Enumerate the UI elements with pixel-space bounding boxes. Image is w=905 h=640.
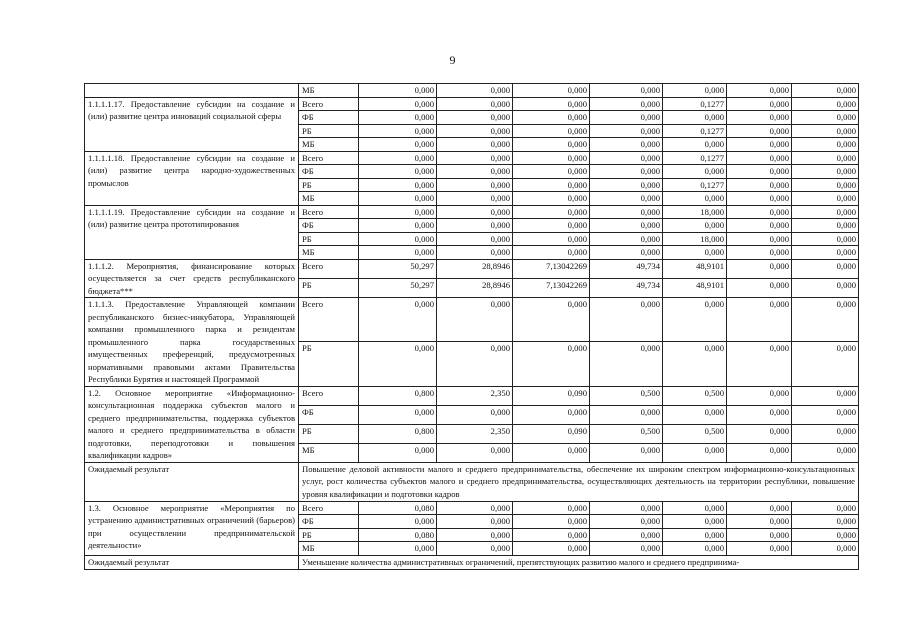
amount-cell: 0,000 bbox=[513, 84, 590, 98]
amount-cell: 0,000 bbox=[513, 178, 590, 192]
amount-cell: 0,000 bbox=[513, 298, 590, 342]
amount-cell: 0,000 bbox=[590, 246, 663, 260]
measure-description: 1.3. Основное мероприятие «Мероприятия по устранению административных ограничений (барьеров) при осуществлении предпринимательской деятельности» bbox=[85, 501, 299, 555]
amount-cell: 0,000 bbox=[359, 192, 437, 206]
funding-source: МБ bbox=[299, 84, 359, 98]
funding-source: Всего bbox=[299, 298, 359, 342]
amount-cell: 48,9101 bbox=[663, 259, 727, 278]
amount-cell: 0,000 bbox=[727, 165, 792, 179]
amount-cell: 0,000 bbox=[437, 192, 513, 206]
amount-cell: 0,000 bbox=[727, 246, 792, 260]
amount-cell: 0,000 bbox=[513, 205, 590, 219]
amount-cell: 0,000 bbox=[727, 542, 792, 556]
table-row bbox=[85, 259, 859, 278]
amount-cell: 0,000 bbox=[590, 342, 663, 386]
amount-cell: 0,000 bbox=[727, 424, 792, 443]
amount-cell: 0,000 bbox=[727, 192, 792, 206]
amount-cell: 0,000 bbox=[663, 84, 727, 98]
amount-cell: 0,000 bbox=[437, 97, 513, 111]
amount-cell: 0,000 bbox=[359, 405, 437, 424]
funding-source: ФБ bbox=[299, 111, 359, 125]
amount-cell: 0,000 bbox=[792, 542, 859, 556]
amount-cell: 0,000 bbox=[513, 443, 590, 462]
amount-cell: 0,000 bbox=[513, 246, 590, 260]
amount-cell: 7,13042269 bbox=[513, 278, 590, 297]
amount-cell: 0,080 bbox=[359, 501, 437, 515]
page-number: 9 bbox=[449, 53, 456, 67]
amount-cell: 0,000 bbox=[359, 443, 437, 462]
amount-cell: 0,000 bbox=[792, 111, 859, 125]
funding-source: РБ bbox=[299, 528, 359, 542]
amount-cell: 0,000 bbox=[792, 124, 859, 138]
amount-cell: 0,000 bbox=[437, 528, 513, 542]
amount-cell: 0,000 bbox=[437, 178, 513, 192]
amount-cell: 0,000 bbox=[792, 219, 859, 233]
amount-cell: 0,800 bbox=[359, 386, 437, 405]
amount-cell: 0,090 bbox=[513, 424, 590, 443]
amount-cell: 0,000 bbox=[437, 111, 513, 125]
amount-cell: 0,000 bbox=[663, 298, 727, 342]
funding-source: Всего bbox=[299, 501, 359, 515]
amount-cell: 0,000 bbox=[792, 342, 859, 386]
amount-cell: 0,000 bbox=[513, 542, 590, 556]
expected-result-text: Уменьшение количества административных ограничений, препятствующих развитию малого и среднего предпринима- bbox=[299, 555, 859, 569]
amount-cell: 0,000 bbox=[663, 165, 727, 179]
amount-cell: 0,000 bbox=[437, 298, 513, 342]
amount-cell: 0,000 bbox=[513, 219, 590, 233]
amount-cell: 0,000 bbox=[513, 232, 590, 246]
amount-cell: 0,1277 bbox=[663, 151, 727, 165]
amount-cell: 0,000 bbox=[792, 386, 859, 405]
amount-cell: 0,000 bbox=[663, 515, 727, 529]
amount-cell: 0,000 bbox=[513, 124, 590, 138]
amount-cell: 0,000 bbox=[663, 192, 727, 206]
amount-cell: 0,000 bbox=[359, 165, 437, 179]
amount-cell: 0,000 bbox=[590, 501, 663, 515]
amount-cell: 0,000 bbox=[437, 124, 513, 138]
amount-cell: 0,000 bbox=[590, 528, 663, 542]
amount-cell: 0,000 bbox=[727, 205, 792, 219]
amount-cell: 0,000 bbox=[359, 97, 437, 111]
funding-source: Всего bbox=[299, 259, 359, 278]
table-row bbox=[85, 97, 859, 111]
expected-result-label: Ожидаемый результат bbox=[85, 462, 299, 501]
funding-source: РБ bbox=[299, 124, 359, 138]
measure-description: 1.1.1.1.18. Предоставление субсидии на создание и (или) развитие центра народно-художественных промыслов bbox=[85, 151, 299, 205]
measure-description: 1.1.1.1.19. Предоставление субсидии на создание и (или) развитие центра прототипирования bbox=[85, 205, 299, 259]
amount-cell: 0,000 bbox=[727, 443, 792, 462]
amount-cell: 0,000 bbox=[792, 232, 859, 246]
amount-cell: 0,000 bbox=[590, 542, 663, 556]
table-body bbox=[85, 84, 859, 570]
budget-table bbox=[84, 83, 859, 570]
funding-source: ФБ bbox=[299, 219, 359, 233]
amount-cell: 0,000 bbox=[590, 205, 663, 219]
amount-cell: 49,734 bbox=[590, 278, 663, 297]
amount-cell: 0,000 bbox=[513, 192, 590, 206]
funding-source: ФБ bbox=[299, 515, 359, 529]
measure-description: 1.1.1.2. Мероприятия, финансирование которых осуществляется за счет средств республиканского бюджета*** bbox=[85, 259, 299, 298]
amount-cell: 0,000 bbox=[590, 192, 663, 206]
amount-cell: 0,000 bbox=[590, 111, 663, 125]
amount-cell: 0,000 bbox=[663, 528, 727, 542]
amount-cell: 0,000 bbox=[792, 501, 859, 515]
amount-cell: 0,000 bbox=[727, 342, 792, 386]
table-row bbox=[85, 501, 859, 515]
amount-cell: 0,000 bbox=[437, 205, 513, 219]
amount-cell: 0,000 bbox=[792, 298, 859, 342]
amount-cell: 0,000 bbox=[727, 386, 792, 405]
measure-description bbox=[85, 84, 299, 98]
amount-cell: 0,000 bbox=[727, 278, 792, 297]
amount-cell: 0,000 bbox=[792, 192, 859, 206]
amount-cell: 0,000 bbox=[590, 443, 663, 462]
amount-cell: 0,000 bbox=[663, 542, 727, 556]
amount-cell: 0,000 bbox=[359, 124, 437, 138]
amount-cell: 0,000 bbox=[590, 97, 663, 111]
amount-cell: 0,000 bbox=[437, 542, 513, 556]
expected-result-text: Повышение деловой активности малого и среднего предпринимательства, обеспечение их широким спектром информационно-консультационных услуг, рост количества субъектов малого и среднего предпринимательства, осуществляющих деятельность на территории республики, повышение уровня квалификации и подготовки кадров bbox=[299, 462, 859, 501]
amount-cell: 0,000 bbox=[727, 259, 792, 278]
amount-cell: 0,000 bbox=[590, 151, 663, 165]
amount-cell: 0,000 bbox=[437, 84, 513, 98]
amount-cell: 0,000 bbox=[590, 178, 663, 192]
amount-cell: 0,000 bbox=[792, 259, 859, 278]
amount-cell: 0,000 bbox=[792, 84, 859, 98]
expected-result-row bbox=[85, 555, 859, 569]
amount-cell: 0,000 bbox=[437, 219, 513, 233]
amount-cell: 48,9101 bbox=[663, 278, 727, 297]
amount-cell: 0,000 bbox=[792, 246, 859, 260]
amount-cell: 0,000 bbox=[792, 278, 859, 297]
funding-source: МБ bbox=[299, 443, 359, 462]
funding-source: Всего bbox=[299, 205, 359, 219]
amount-cell: 0,000 bbox=[437, 246, 513, 260]
amount-cell: 28,8946 bbox=[437, 259, 513, 278]
funding-source: РБ bbox=[299, 232, 359, 246]
expected-result-label: Ожидаемый результат bbox=[85, 555, 299, 569]
amount-cell: 0,000 bbox=[513, 501, 590, 515]
amount-cell: 0,000 bbox=[727, 138, 792, 152]
amount-cell: 0,000 bbox=[727, 501, 792, 515]
amount-cell: 0,000 bbox=[663, 501, 727, 515]
amount-cell: 7,13042269 bbox=[513, 259, 590, 278]
amount-cell: 0,090 bbox=[513, 386, 590, 405]
funding-source: ФБ bbox=[299, 405, 359, 424]
table-row bbox=[85, 205, 859, 219]
amount-cell: 0,000 bbox=[359, 84, 437, 98]
amount-cell: 0,000 bbox=[359, 111, 437, 125]
funding-source: Всего bbox=[299, 97, 359, 111]
amount-cell: 0,000 bbox=[727, 405, 792, 424]
amount-cell: 0,000 bbox=[727, 178, 792, 192]
amount-cell: 0,000 bbox=[792, 165, 859, 179]
amount-cell: 0,000 bbox=[663, 443, 727, 462]
amount-cell: 0,000 bbox=[727, 111, 792, 125]
amount-cell: 49,734 bbox=[590, 259, 663, 278]
amount-cell: 28,8946 bbox=[437, 278, 513, 297]
funding-source: Всего bbox=[299, 386, 359, 405]
amount-cell: 0,000 bbox=[792, 405, 859, 424]
amount-cell: 0,000 bbox=[663, 246, 727, 260]
amount-cell: 0,000 bbox=[359, 138, 437, 152]
funding-source: ФБ bbox=[299, 165, 359, 179]
amount-cell: 0,000 bbox=[437, 232, 513, 246]
amount-cell: 0,000 bbox=[792, 97, 859, 111]
amount-cell: 0,500 bbox=[663, 424, 727, 443]
amount-cell: 0,000 bbox=[792, 528, 859, 542]
amount-cell: 0,000 bbox=[513, 515, 590, 529]
amount-cell: 0,000 bbox=[663, 219, 727, 233]
amount-cell: 0,800 bbox=[359, 424, 437, 443]
amount-cell: 0,000 bbox=[359, 151, 437, 165]
amount-cell: 0,000 bbox=[590, 298, 663, 342]
table-row bbox=[85, 151, 859, 165]
amount-cell: 0,1277 bbox=[663, 97, 727, 111]
amount-cell: 18,000 bbox=[663, 232, 727, 246]
funding-source: РБ bbox=[299, 278, 359, 297]
funding-source: МБ bbox=[299, 542, 359, 556]
amount-cell: 0,000 bbox=[590, 219, 663, 233]
amount-cell: 2,350 bbox=[437, 386, 513, 405]
amount-cell: 0,000 bbox=[359, 232, 437, 246]
amount-cell: 0,000 bbox=[359, 205, 437, 219]
amount-cell: 0,000 bbox=[590, 515, 663, 529]
amount-cell: 0,000 bbox=[513, 165, 590, 179]
amount-cell: 0,500 bbox=[590, 386, 663, 405]
amount-cell: 0,000 bbox=[437, 443, 513, 462]
amount-cell: 0,000 bbox=[590, 124, 663, 138]
amount-cell: 0,000 bbox=[590, 165, 663, 179]
funding-source: РБ bbox=[299, 424, 359, 443]
amount-cell: 0,000 bbox=[792, 178, 859, 192]
funding-source: МБ bbox=[299, 192, 359, 206]
amount-cell: 0,000 bbox=[663, 138, 727, 152]
amount-cell: 0,000 bbox=[792, 424, 859, 443]
amount-cell: 0,000 bbox=[727, 151, 792, 165]
amount-cell: 0,000 bbox=[727, 84, 792, 98]
amount-cell: 0,000 bbox=[513, 405, 590, 424]
amount-cell: 0,000 bbox=[359, 298, 437, 342]
table-row bbox=[85, 386, 859, 405]
amount-cell: 0,1277 bbox=[663, 178, 727, 192]
amount-cell: 0,500 bbox=[663, 386, 727, 405]
amount-cell: 0,080 bbox=[359, 528, 437, 542]
amount-cell: 0,000 bbox=[437, 501, 513, 515]
funding-source: МБ bbox=[299, 246, 359, 260]
amount-cell: 0,000 bbox=[792, 138, 859, 152]
amount-cell: 2,350 bbox=[437, 424, 513, 443]
amount-cell: 0,000 bbox=[359, 342, 437, 386]
amount-cell: 0,000 bbox=[513, 342, 590, 386]
amount-cell: 0,000 bbox=[437, 165, 513, 179]
amount-cell: 0,000 bbox=[590, 405, 663, 424]
amount-cell: 0,000 bbox=[727, 124, 792, 138]
funding-source: МБ bbox=[299, 138, 359, 152]
amount-cell: 0,000 bbox=[513, 151, 590, 165]
amount-cell: 0,000 bbox=[359, 542, 437, 556]
amount-cell: 50,297 bbox=[359, 278, 437, 297]
amount-cell: 0,000 bbox=[792, 205, 859, 219]
amount-cell: 0,000 bbox=[437, 151, 513, 165]
amount-cell: 0,000 bbox=[792, 151, 859, 165]
amount-cell: 0,000 bbox=[792, 515, 859, 529]
amount-cell: 0,000 bbox=[513, 528, 590, 542]
amount-cell: 0,000 bbox=[590, 232, 663, 246]
amount-cell: 0,000 bbox=[590, 138, 663, 152]
measure-description: 1.1.1.3. Предоставление Управляющей компании республиканского бизнес-инкубатора, Управляющей компании промышленного парка и резидентам промышленного парка государственных имущественных преференций, предусмотренных нормативными правовыми актами Правительства Республики Бурятия и настоящей Программой bbox=[85, 298, 299, 387]
amount-cell: 0,000 bbox=[792, 443, 859, 462]
amount-cell: 0,000 bbox=[727, 528, 792, 542]
amount-cell: 0,000 bbox=[513, 138, 590, 152]
amount-cell: 0,000 bbox=[359, 515, 437, 529]
amount-cell: 0,000 bbox=[359, 219, 437, 233]
amount-cell: 0,000 bbox=[727, 97, 792, 111]
funding-source: Всего bbox=[299, 151, 359, 165]
amount-cell: 0,000 bbox=[437, 405, 513, 424]
table-row bbox=[85, 298, 859, 342]
measure-description: 1.1.1.1.17. Предоставление субсидии на создание и (или) развитие центра инноваций социальной сферы bbox=[85, 97, 299, 151]
amount-cell: 18,000 bbox=[663, 205, 727, 219]
amount-cell: 0,000 bbox=[437, 342, 513, 386]
amount-cell: 0,000 bbox=[513, 97, 590, 111]
amount-cell: 0,000 bbox=[437, 515, 513, 529]
table-row bbox=[85, 84, 859, 98]
amount-cell: 0,000 bbox=[727, 515, 792, 529]
amount-cell: 0,000 bbox=[359, 246, 437, 260]
funding-source: РБ bbox=[299, 178, 359, 192]
expected-result-row bbox=[85, 462, 859, 501]
amount-cell: 0,000 bbox=[437, 138, 513, 152]
amount-cell: 50,297 bbox=[359, 259, 437, 278]
amount-cell: 0,000 bbox=[727, 219, 792, 233]
amount-cell: 0,000 bbox=[663, 111, 727, 125]
amount-cell: 0,000 bbox=[359, 178, 437, 192]
amount-cell: 0,500 bbox=[590, 424, 663, 443]
funding-source: РБ bbox=[299, 342, 359, 386]
amount-cell: 0,1277 bbox=[663, 124, 727, 138]
measure-description: 1.2. Основное мероприятие «Информационно-консультационная поддержка субъектов малого и среднего предпринимательства, поддержка субъектов малого и среднего предпринимательства в области подготовки, переподготовки и повышения квалификации кадров» bbox=[85, 386, 299, 462]
amount-cell: 0,000 bbox=[727, 232, 792, 246]
amount-cell: 0,000 bbox=[590, 84, 663, 98]
amount-cell: 0,000 bbox=[513, 111, 590, 125]
amount-cell: 0,000 bbox=[663, 405, 727, 424]
amount-cell: 0,000 bbox=[663, 342, 727, 386]
amount-cell: 0,000 bbox=[727, 298, 792, 342]
